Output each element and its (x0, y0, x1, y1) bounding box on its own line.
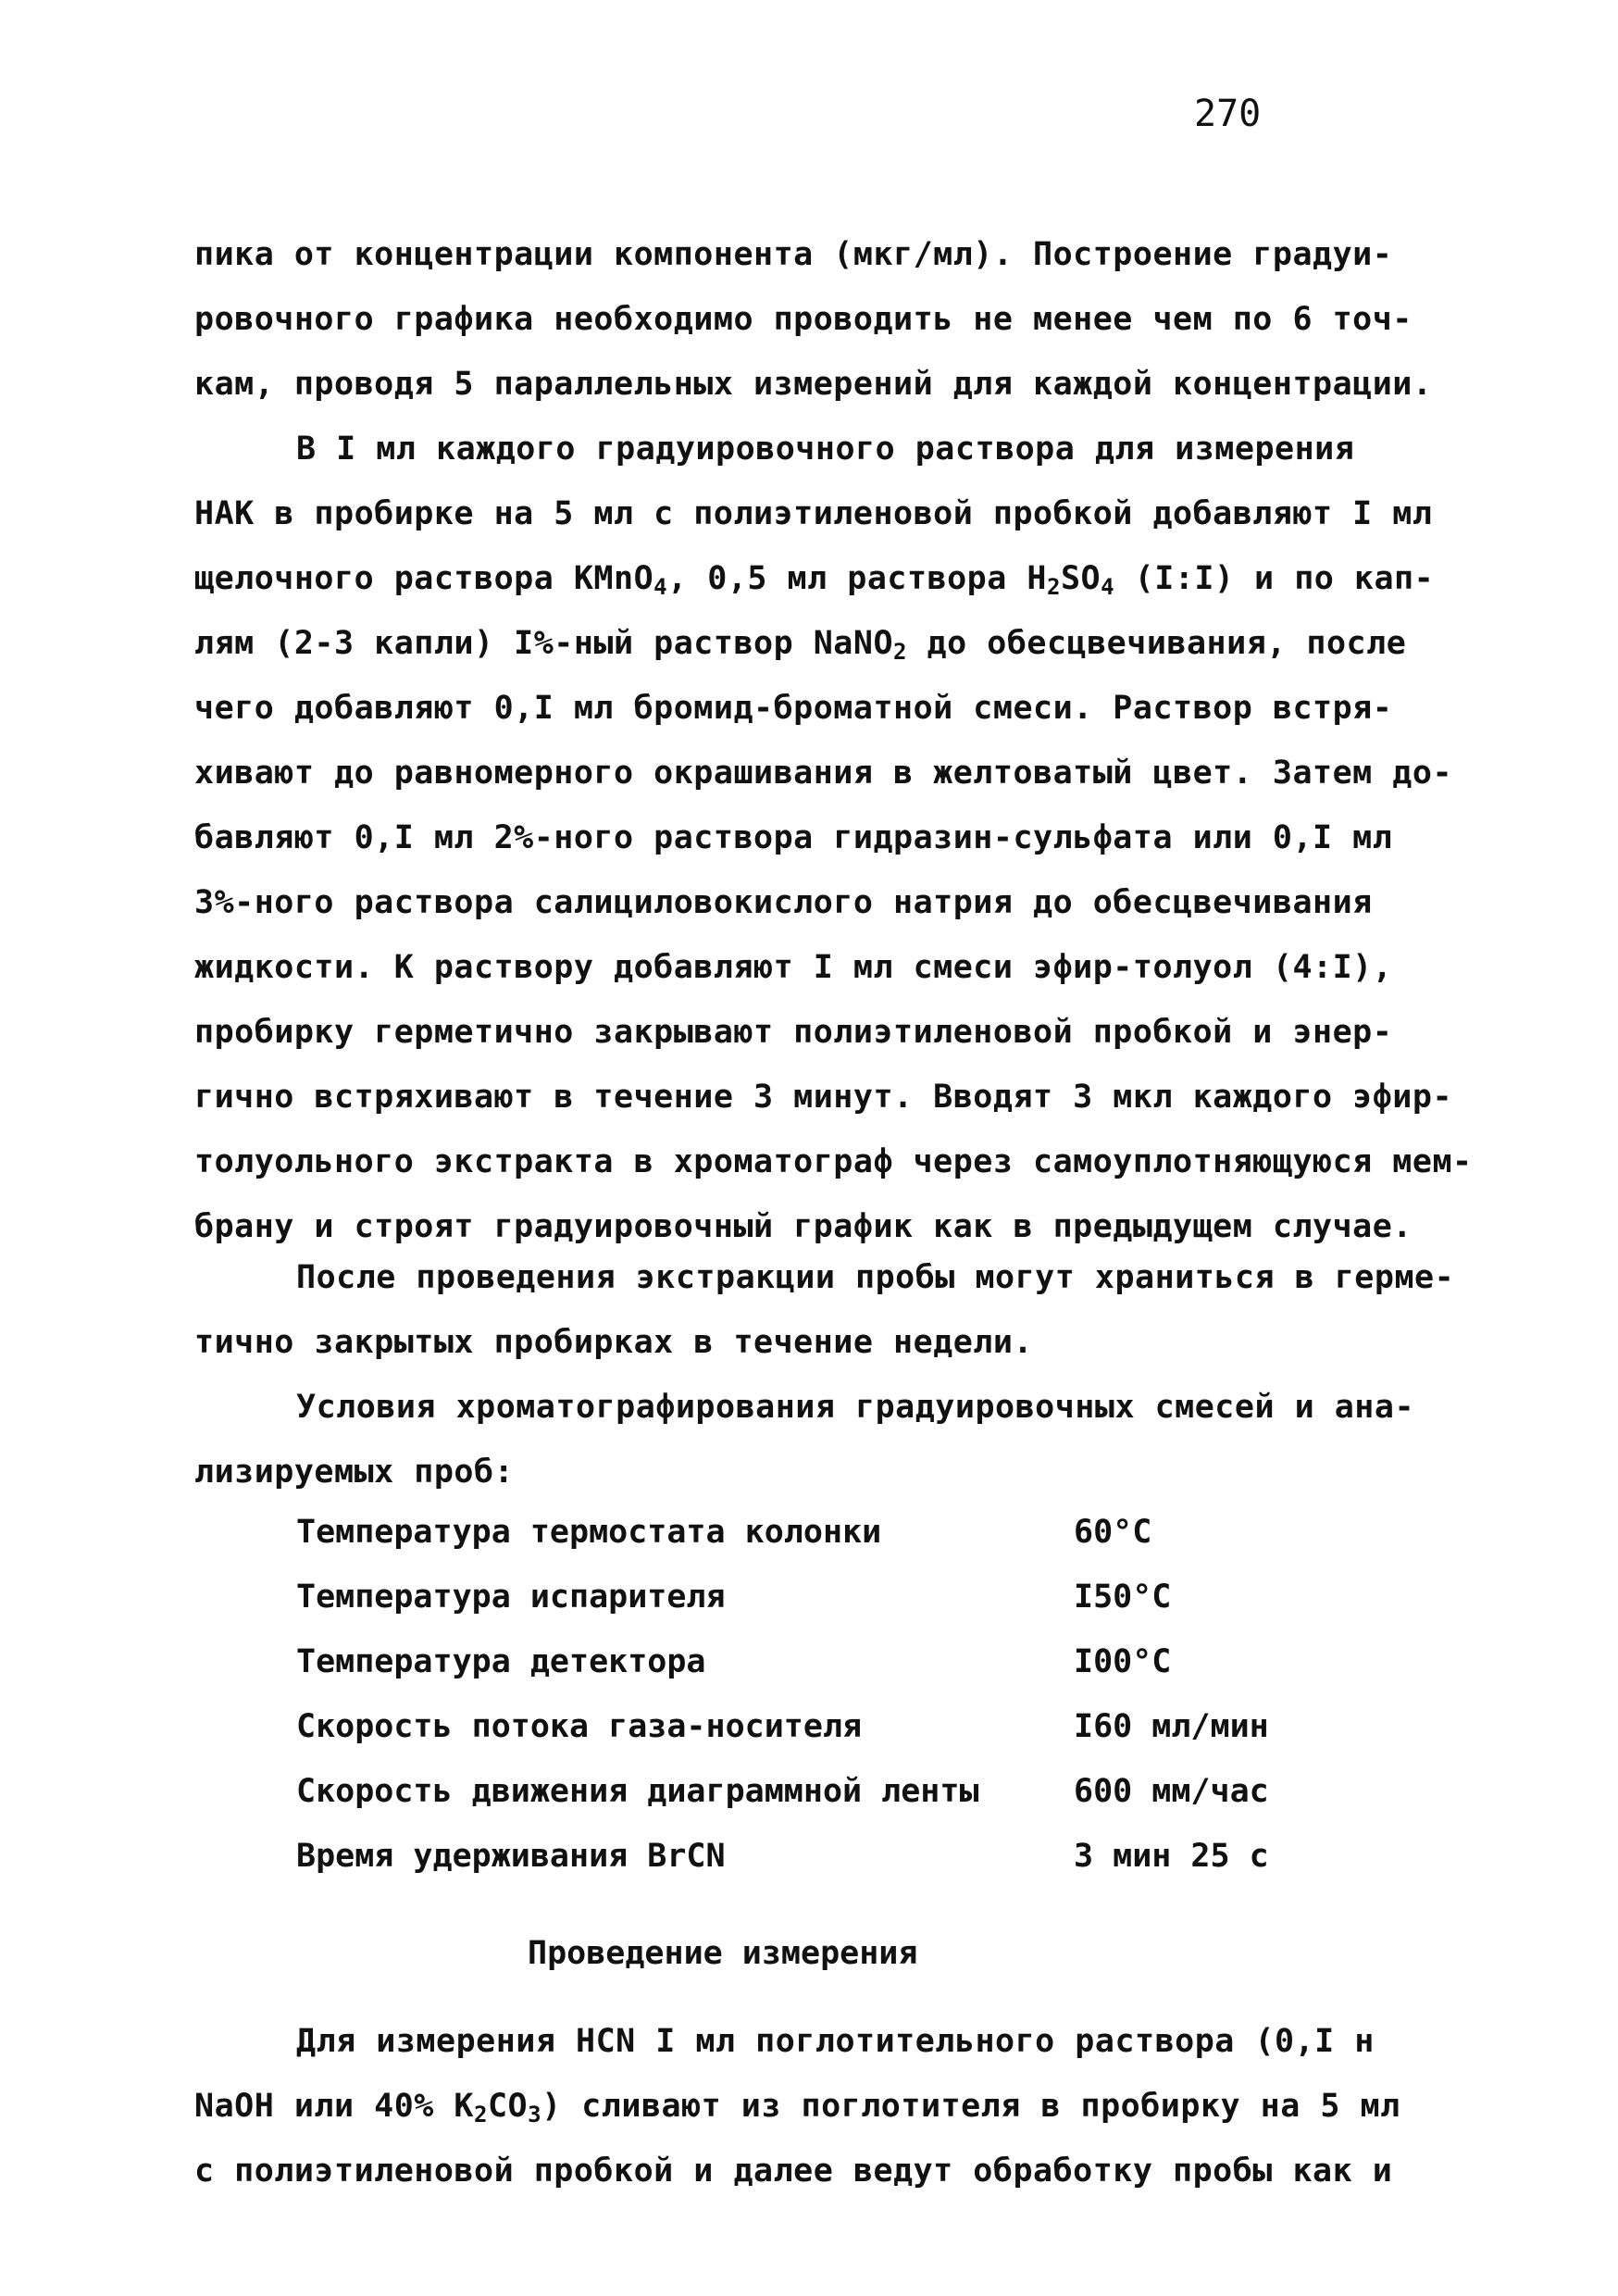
parameter-value: 3 мин 25 с (1074, 1838, 1269, 1875)
text-line: После проведения экстракции пробы могут храниться в герме- (296, 1259, 1455, 1296)
text-line: жидкости. К раствору добавляют I мл смеси эфир-толуол (4:I), (194, 949, 1393, 986)
parameter-name: Температура термостата колонки (296, 1514, 882, 1551)
text-line: ровочного графика необходимо проводить не менее чем по 6 точ- (194, 301, 1413, 338)
parameter-value: I60 мл/мин (1074, 1708, 1269, 1745)
text-line: чего добавляют 0,I мл бромид-броматной смеси. Раствор встря- (194, 690, 1393, 727)
text-line: толуольного экстракта в хроматограф через самоуплотняющуюся мем- (194, 1143, 1473, 1180)
parameter-row (296, 1824, 1314, 1889)
parameter-value: 60°C (1074, 1514, 1152, 1551)
parameter-name: Скорость движения диаграммной ленты (296, 1773, 979, 1810)
text-line: хивают до равномерного окрашивания в желтоватый цвет. Затем до- (194, 755, 1453, 792)
parameter-name: Температура детектора (296, 1643, 706, 1680)
parameter-value: 600 мм/час (1074, 1773, 1269, 1810)
section-heading: Проведение измерения (528, 1935, 918, 1972)
parameter-name: Скорость потока газа-носителя (296, 1708, 863, 1745)
body-text (194, 2009, 1444, 2203)
parameter-name: Температура испарителя (296, 1578, 726, 1616)
text-line: кам, проводя 5 параллельных измерений для каждой концентрации. (194, 366, 1433, 403)
text-line: В I мл каждого градуировочного раствора для измерения (296, 430, 1355, 468)
text-line-formula: щелочного раствора КMnO$_4$, 0,5 мл раствора $H_2SO_4$ (I:I) и по кап- (194, 560, 1435, 600)
text-line: 3%-ного раствора салициловокислого натрия до обесцвечивания (194, 884, 1373, 921)
parameter-value: I50°C (1074, 1578, 1172, 1616)
parameter-row (296, 1694, 1314, 1759)
text-line-formula: лям (2-3 капли) I%-ный раствор NaNO$_2$ до обесцвечивания, после (194, 625, 1407, 665)
text-line: пика от концентрации компонента (мкг/мл). Построение градуи- (194, 236, 1393, 273)
text-line-formula: NaOH или 40% $K_2CO_3$) сливают из поглотителя в пробирку на 5 мл (194, 2088, 1400, 2128)
text-line: брану и строят градуировочный график как в предыдущем случае. (194, 1208, 1413, 1245)
parameter-name: Время удерживания BrCN (296, 1838, 726, 1875)
parameter-row (296, 1759, 1314, 1824)
parameter-row (296, 1565, 1314, 1629)
chromatography-parameters (296, 1500, 1314, 1889)
text-line: лизируемых проб: (194, 1454, 515, 1491)
text-line: гично встряхивают в течение 3 минут. Вводят 3 мкл каждого эфир- (194, 1079, 1453, 1116)
text-line: Для измерения HCN I мл поглотительного раствора (0,I н (296, 2023, 1375, 2060)
body-text (194, 222, 1473, 1259)
page-number: 270 (1194, 93, 1262, 135)
text-line: пробирку герметично закрывают полиэтиленовой пробкой и энер- (194, 1014, 1393, 1051)
text-line: тично закрытых пробирках в течение недели. (194, 1324, 1034, 1361)
body-text (194, 1245, 1455, 1504)
text-line: НАК в пробирке на 5 мл с полиэтиленовой пробкой добавляют I мл (194, 495, 1433, 532)
text-line: Условия хроматографирования градуировочных смесей и ана- (296, 1389, 1415, 1426)
parameter-row (296, 1500, 1314, 1565)
parameter-row (296, 1629, 1314, 1694)
text-line: бавляют 0,I мл 2%-ного раствора гидразин-сульфата или 0,I мл (194, 819, 1393, 856)
text-line: с полиэтиленовой пробкой и далее ведут обработку пробы как и (194, 2152, 1393, 2190)
parameter-value: I00°C (1074, 1643, 1172, 1680)
